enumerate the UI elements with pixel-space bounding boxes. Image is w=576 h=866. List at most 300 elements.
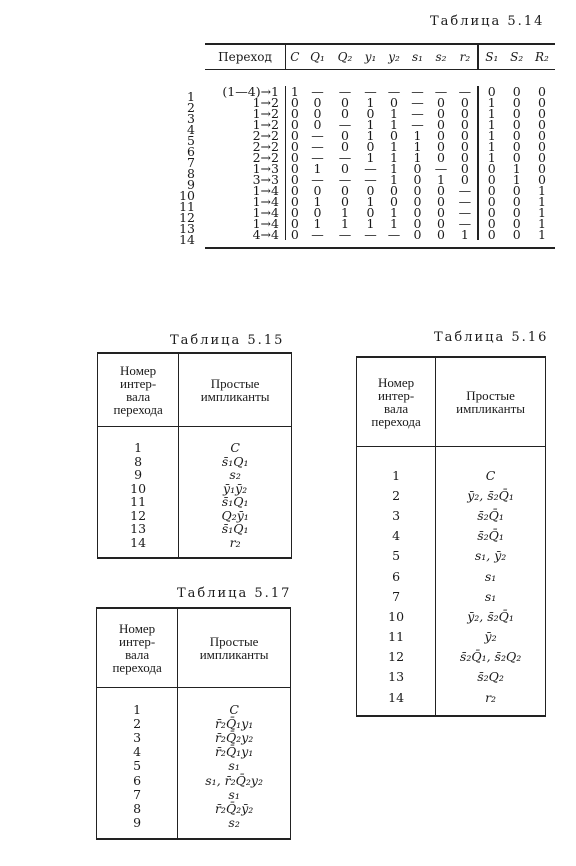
value-cell: — <box>458 183 472 198</box>
value-cell: 0 <box>341 161 349 176</box>
row-number: 12 <box>179 210 195 225</box>
interval-number: 13 <box>98 522 179 536</box>
value-cell: 0 <box>366 139 375 154</box>
table-row <box>98 509 292 523</box>
header-line: перехода <box>371 414 421 429</box>
transition-cell: 1→4 <box>252 205 279 220</box>
output-cell: 0 <box>537 95 546 110</box>
value-cell: 1 <box>313 194 322 209</box>
output-cell: 0 <box>512 205 521 220</box>
value-cell: — <box>411 106 424 121</box>
header-line: Номер <box>378 375 415 390</box>
value-cell: — <box>311 172 324 187</box>
value-cell: 1 <box>390 106 398 121</box>
value-cell: 0 <box>286 108 304 119</box>
table-5-17 <box>96 607 291 840</box>
table-row <box>98 468 292 482</box>
value-cell: 0 <box>286 141 304 152</box>
output-cell: 0 <box>478 218 504 229</box>
header-row <box>357 357 546 447</box>
header-line: интер- <box>377 388 415 403</box>
implicant: C <box>485 467 496 483</box>
value-cell: 0 <box>460 172 469 187</box>
table-row <box>357 526 546 546</box>
implicant: r̄₂Q̄₂y₂ <box>214 729 254 745</box>
value-cell: 0 <box>413 194 422 209</box>
interval-number: 11 <box>357 627 436 647</box>
implicants-header <box>178 608 291 688</box>
value-cell: — <box>311 139 324 154</box>
interval-number: 1 <box>97 702 178 716</box>
value-cell: — <box>434 161 448 176</box>
output-cell: 1 <box>512 161 521 176</box>
value-cell: — <box>364 161 377 176</box>
value-cell: 1 <box>390 172 398 187</box>
value-cell: 1 <box>366 216 375 231</box>
value-cell: 0 <box>366 205 375 220</box>
output-cell: 0 <box>537 84 546 99</box>
implicant: C <box>230 440 240 456</box>
value-cell: 0 <box>436 117 445 132</box>
table-row <box>357 485 546 505</box>
interval-number-header <box>98 353 179 427</box>
output-cell: 1 <box>537 216 546 231</box>
interval-number: 6 <box>97 773 178 787</box>
row-number: 10 <box>179 188 195 203</box>
table-row <box>357 505 546 525</box>
value-cell: 1 <box>390 117 398 132</box>
interval-number-header <box>357 357 436 447</box>
interval-number: 8 <box>98 455 179 469</box>
output-cell: 0 <box>512 227 521 242</box>
output-cell: 1 <box>478 97 504 108</box>
header-line: перехода <box>113 402 163 417</box>
row-number: 3 <box>187 111 195 126</box>
value-cell: — <box>311 128 324 143</box>
interval-number: 1 <box>357 465 436 485</box>
header-line: импликанты <box>199 647 269 662</box>
value-cell: — <box>411 95 424 110</box>
value-cell: 1 <box>390 216 398 231</box>
output-cell: 0 <box>512 95 521 110</box>
value-cell: — <box>458 194 472 209</box>
table-row <box>357 647 546 667</box>
implicant: s̄₂Q̄₁, s̄₂Q₂ <box>459 649 522 665</box>
row-number: 9 <box>187 177 195 192</box>
implicant: r̄₂Q̄₁y₁ <box>214 715 254 731</box>
value-cell: 1 <box>341 216 349 231</box>
implicant: s₂ <box>229 467 241 483</box>
value-cell: 0 <box>366 106 375 121</box>
table-row <box>97 801 291 815</box>
interval-number: 10 <box>357 606 436 626</box>
header-line: интер- <box>120 376 157 391</box>
value-cell: 1 <box>286 86 304 97</box>
output-cell: 1 <box>512 172 521 187</box>
value-cell: 0 <box>286 207 304 218</box>
value-cell: 0 <box>341 183 349 198</box>
value-cell: 1 <box>366 150 375 165</box>
header-line: Номер <box>119 621 156 636</box>
value-cell: 0 <box>341 95 349 110</box>
output-cell: 0 <box>537 128 546 143</box>
output-cell: 1 <box>478 119 504 130</box>
value-cell: 0 <box>390 194 398 209</box>
interval-number: 3 <box>97 730 178 744</box>
value-cell: 0 <box>286 97 304 108</box>
table-row <box>205 229 555 240</box>
implicant: s₁, r̄₂Q̄₂y₂ <box>205 772 263 788</box>
implicant: s₁ <box>228 786 240 802</box>
value-cell: 0 <box>286 152 304 163</box>
interval-number: 7 <box>97 787 178 801</box>
output-cell: 0 <box>478 174 504 185</box>
header-9: S₁ <box>478 44 504 70</box>
value-cell: 0 <box>436 216 445 231</box>
table-row <box>357 465 546 485</box>
header-row <box>97 608 291 688</box>
value-cell: 0 <box>413 227 422 242</box>
table-row <box>98 455 292 469</box>
header-2: Q₁ <box>304 44 332 70</box>
value-cell: 1 <box>366 117 375 132</box>
transition-cell: 2→2 <box>252 139 279 154</box>
interval-number: 11 <box>98 495 179 509</box>
table-row <box>97 773 291 787</box>
table-row <box>97 702 291 716</box>
implicant: s₁ <box>228 758 240 774</box>
header-5: y₂ <box>382 44 405 70</box>
value-cell: 1 <box>366 95 375 110</box>
implicant: s̄₁Q₁ <box>221 453 249 469</box>
value-cell: 0 <box>413 183 422 198</box>
value-cell: 1 <box>413 139 422 154</box>
header-7: s₂ <box>429 44 452 70</box>
header-0: Переход <box>205 44 286 70</box>
value-cell: 0 <box>460 161 469 176</box>
value-cell: — <box>311 84 324 99</box>
header-line: перехода <box>112 660 162 675</box>
interval-number: 13 <box>357 667 436 687</box>
value-cell: 0 <box>390 95 398 110</box>
interval-number: 4 <box>357 526 436 546</box>
implicant: s̄₁Q₁ <box>221 521 249 537</box>
interval-number: 10 <box>98 482 179 496</box>
output-cell: 1 <box>537 183 546 198</box>
output-cell: 0 <box>537 161 546 176</box>
header-6: s₁ <box>406 44 429 70</box>
table-row <box>357 546 546 566</box>
table-row <box>97 745 291 759</box>
value-cell: 0 <box>366 183 375 198</box>
output-cell: 0 <box>478 86 504 97</box>
interval-number: 2 <box>97 716 178 730</box>
output-cell: 0 <box>478 207 504 218</box>
row-number: 13 <box>179 221 195 236</box>
output-cell: 0 <box>478 163 504 174</box>
table-row <box>357 627 546 647</box>
header-row <box>98 353 292 427</box>
value-cell: 0 <box>286 130 304 141</box>
implicant: s̄₁Q₁ <box>221 494 249 510</box>
value-cell: 0 <box>460 95 469 110</box>
interval-number: 5 <box>357 546 436 566</box>
output-cell: 0 <box>512 139 521 154</box>
value-cell: 0 <box>436 194 445 209</box>
transition-cell: 2→2 <box>252 128 279 143</box>
output-cell: 0 <box>512 216 521 231</box>
interval-number: 8 <box>97 801 178 815</box>
row-number: 5 <box>187 133 195 148</box>
value-cell: — <box>458 84 472 99</box>
output-cell: 0 <box>512 117 521 132</box>
implicant: ȳ₁ȳ₂ <box>223 480 248 496</box>
transition-cell: 3→3 <box>252 172 279 187</box>
transition-cell: 2→2 <box>252 150 279 165</box>
table-row <box>357 687 546 707</box>
value-cell: 0 <box>460 128 469 143</box>
value-cell: 0 <box>313 106 322 121</box>
header-line: импликанты <box>200 389 270 404</box>
header-line: интер- <box>119 634 156 649</box>
table-5-16-title: Таблица 5.16 <box>434 330 549 345</box>
output-cell: 0 <box>537 150 546 165</box>
value-cell: 0 <box>286 174 304 185</box>
value-cell: 0 <box>436 139 445 154</box>
value-cell: 0 <box>436 227 445 242</box>
value-cell: 0 <box>436 106 445 121</box>
table-row <box>98 441 292 455</box>
header-line: вала <box>384 401 409 416</box>
table-row <box>98 495 292 509</box>
header-11: R₂ <box>529 44 555 70</box>
output-cell: 0 <box>478 229 504 240</box>
value-cell: — <box>364 172 377 187</box>
value-cell: 0 <box>286 185 304 196</box>
interval-number: 2 <box>357 485 436 505</box>
table-5-17-title: Таблица 5.17 <box>177 586 292 601</box>
value-cell: 1 <box>413 150 422 165</box>
value-cell: — <box>338 227 352 242</box>
transition-cell: 1→4 <box>252 183 279 198</box>
value-cell: 0 <box>413 205 422 220</box>
value-cell: 1 <box>390 150 398 165</box>
value-cell: 0 <box>436 150 445 165</box>
interval-number: 9 <box>97 816 178 830</box>
row-number: 4 <box>187 122 195 137</box>
implicants-header <box>179 353 292 427</box>
table-row <box>97 730 291 744</box>
row-number: 1 <box>187 89 195 104</box>
interval-number: 5 <box>97 759 178 773</box>
implicant: Q₂ȳ₁ <box>221 507 249 523</box>
implicant: r₂ <box>485 689 497 705</box>
table-row <box>357 566 546 586</box>
value-cell: 0 <box>460 139 469 154</box>
header-line: Номер <box>120 363 157 378</box>
interval-number: 7 <box>357 586 436 606</box>
output-cell: 0 <box>512 84 521 99</box>
value-cell: 1 <box>390 139 398 154</box>
implicant: s̄₂Q₂ <box>477 669 504 685</box>
interval-number: 6 <box>357 566 436 586</box>
value-cell: 0 <box>460 117 469 132</box>
table-row <box>357 667 546 687</box>
table-row <box>97 759 291 773</box>
implicant: ȳ₂ <box>484 629 497 645</box>
interval-number: 12 <box>98 509 179 523</box>
implicant: r̄₂Q̄₁y₁ <box>214 744 254 760</box>
implicant: s̄₂Q̄₁ <box>477 507 504 523</box>
value-cell: 0 <box>286 196 304 207</box>
value-cell: — <box>434 84 448 99</box>
interval-number: 1 <box>98 441 179 455</box>
value-cell: 0 <box>436 95 445 110</box>
output-cell: 1 <box>478 130 504 141</box>
row-number: 2 <box>187 100 195 115</box>
interval-number: 14 <box>357 687 436 707</box>
output-cell: 0 <box>512 128 521 143</box>
value-cell: — <box>338 117 352 132</box>
header-3: Q₂ <box>331 44 359 70</box>
output-cell: 1 <box>537 194 546 209</box>
implicant: r₂ <box>229 534 241 550</box>
header-line: Простые <box>466 388 515 403</box>
interval-number-header <box>97 608 178 688</box>
table-5-15-title: Таблица 5.15 <box>170 333 285 348</box>
value-cell: — <box>338 172 352 187</box>
output-cell: 0 <box>537 139 546 154</box>
interval-number: 12 <box>357 647 436 667</box>
table-5-15 <box>97 352 292 559</box>
value-cell: 0 <box>436 183 445 198</box>
value-cell: — <box>338 150 352 165</box>
row-number: 14 <box>179 232 195 247</box>
implicant: r̄₂Q̄₂ȳ₂ <box>214 800 254 816</box>
output-cell: 0 <box>512 194 521 209</box>
table-row <box>98 522 292 536</box>
value-cell: 1 <box>313 161 322 176</box>
transition-cell: 1→2 <box>252 95 279 110</box>
output-cell: 0 <box>512 183 521 198</box>
table-5-14-row-numbers <box>175 91 195 245</box>
row-number: 6 <box>187 144 195 159</box>
value-cell: 0 <box>286 229 304 240</box>
table-row <box>97 716 291 730</box>
value-cell: 0 <box>286 119 304 130</box>
value-cell: 0 <box>313 205 322 220</box>
header-line: вала <box>126 389 151 404</box>
output-cell: 0 <box>537 117 546 132</box>
transition-cell: 1→2 <box>252 106 279 121</box>
transition-cell: 1→2 <box>252 117 279 132</box>
value-cell: — <box>458 216 472 231</box>
value-cell: 0 <box>390 183 398 198</box>
row-number: 7 <box>187 155 195 170</box>
output-cell: 0 <box>537 172 546 187</box>
table-row <box>98 536 292 550</box>
value-cell: 1 <box>341 205 349 220</box>
interval-number: 3 <box>357 505 436 525</box>
value-cell: — <box>411 117 424 132</box>
value-cell: 0 <box>390 128 398 143</box>
implicant: s̄₂Q̄₁ <box>477 528 504 544</box>
transition-cell: 1→3 <box>252 161 279 176</box>
output-cell: 0 <box>512 106 521 121</box>
interval-number: 14 <box>98 536 179 550</box>
output-cell: 1 <box>537 227 546 242</box>
value-cell: — <box>387 84 401 99</box>
table-5-14-title: Таблица 5.14 <box>430 14 545 29</box>
value-cell: 0 <box>313 95 322 110</box>
value-cell: 1 <box>366 194 375 209</box>
table-5-14 <box>205 43 555 249</box>
value-cell: 0 <box>341 106 349 121</box>
output-cell: 0 <box>478 185 504 196</box>
value-cell: — <box>411 84 424 99</box>
value-cell: — <box>387 227 401 242</box>
header-8: r₂ <box>453 44 478 70</box>
value-cell: 0 <box>313 117 322 132</box>
transition-cell: (1—4)→1 <box>222 84 279 99</box>
value-cell: 1 <box>460 227 469 242</box>
table-row <box>97 787 291 801</box>
transition-cell: 4→4 <box>252 227 279 242</box>
implicant: ȳ₂, s̄₂Q̄₁ <box>467 487 514 503</box>
value-cell: — <box>338 84 352 99</box>
implicant: C <box>229 701 239 717</box>
output-cell: 1 <box>537 205 546 220</box>
value-cell: 1 <box>313 216 322 231</box>
interval-number: 9 <box>98 468 179 482</box>
value-cell: — <box>458 205 472 220</box>
value-cell: 1 <box>436 172 445 187</box>
row-number: 8 <box>187 166 195 181</box>
header-4: y₁ <box>359 44 382 70</box>
value-cell: — <box>311 227 324 242</box>
table-row <box>357 606 546 626</box>
table-row <box>97 816 291 830</box>
transition-cell: 1→4 <box>252 216 279 231</box>
output-cell: 0 <box>478 196 504 207</box>
header-1: C <box>286 44 304 70</box>
transition-cell: 1→4 <box>252 194 279 209</box>
header-line: импликанты <box>456 401 525 416</box>
value-cell: 1 <box>413 128 422 143</box>
value-cell: 0 <box>413 172 422 187</box>
output-cell: 0 <box>537 106 546 121</box>
table-row <box>357 586 546 606</box>
table-5-16 <box>356 356 546 717</box>
interval-number: 4 <box>97 745 178 759</box>
value-cell: — <box>364 84 377 99</box>
value-cell: 0 <box>460 150 469 165</box>
implicants-header <box>436 357 546 447</box>
implicant: s₁ <box>484 568 497 584</box>
implicant: s₂ <box>228 815 240 831</box>
value-cell: 0 <box>460 106 469 121</box>
value-cell: 0 <box>413 216 422 231</box>
value-cell: 0 <box>341 128 349 143</box>
header-line: Простые <box>209 634 259 649</box>
value-cell: 0 <box>341 194 349 209</box>
value-cell: — <box>311 150 324 165</box>
value-cell: 0 <box>341 139 349 154</box>
output-cell: 0 <box>512 150 521 165</box>
value-cell: 0 <box>413 161 422 176</box>
value-cell: 0 <box>436 205 445 220</box>
value-cell: 0 <box>286 163 304 174</box>
